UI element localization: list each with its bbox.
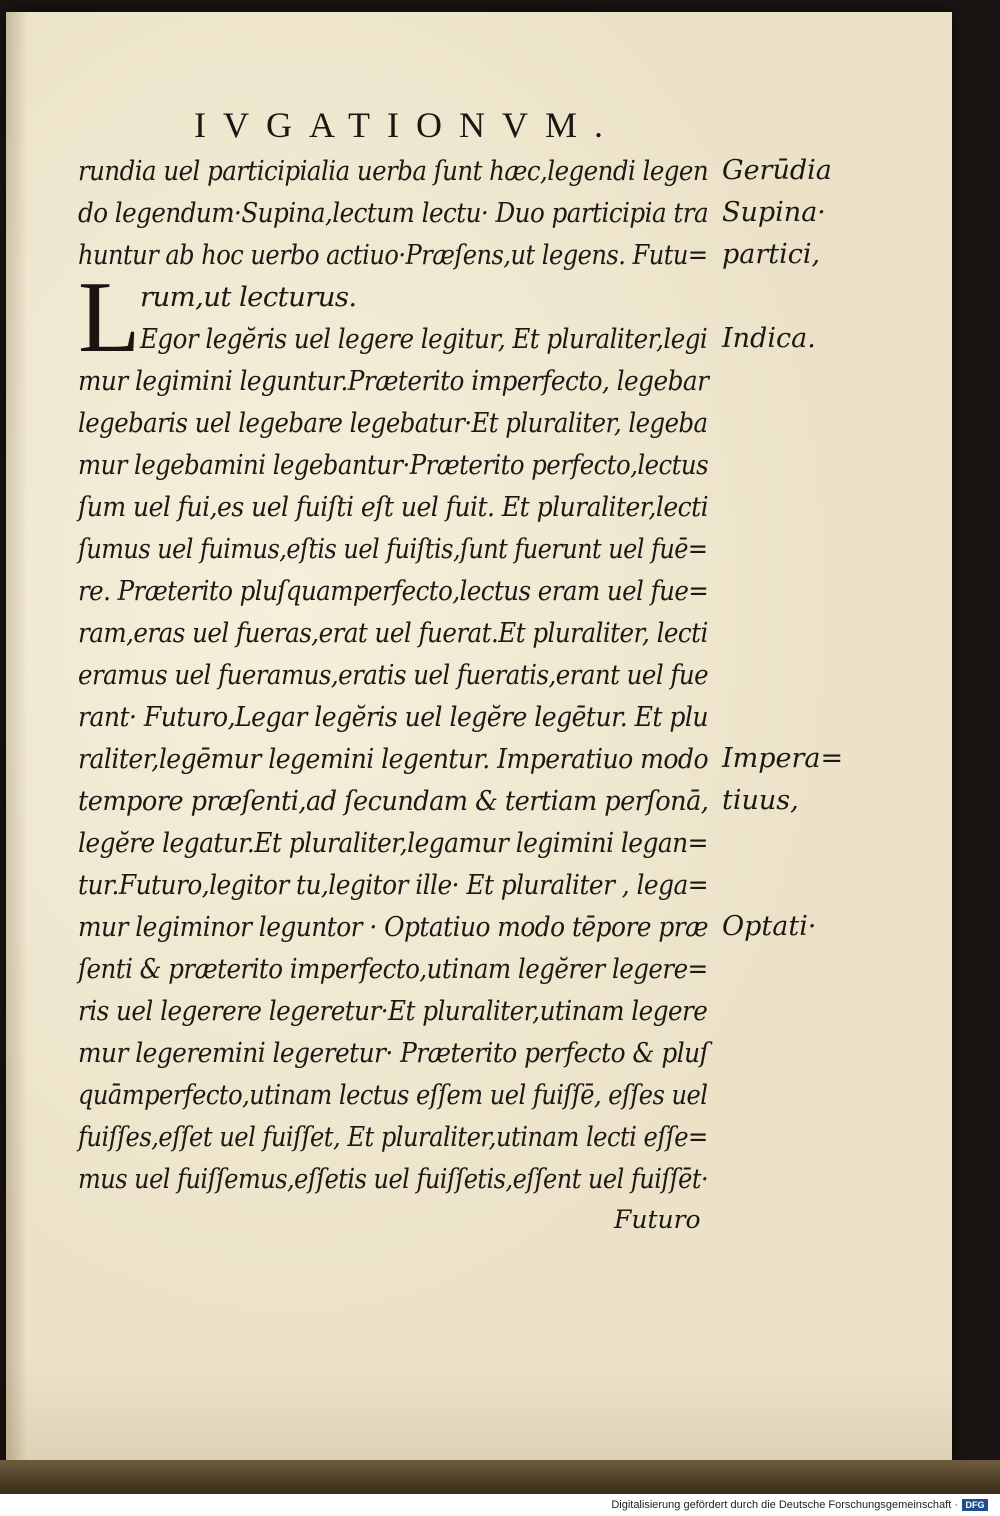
book-edge — [0, 1460, 1000, 1494]
text-line: eramus uel fueramus,eratis uel fueratis,erant uel fue — [78, 659, 709, 691]
margin-note: tiuus, — [722, 785, 799, 816]
margin-note: Indica. — [722, 323, 816, 354]
margin-note: partici, — [722, 239, 821, 270]
text-line: tempore præſenti,ad ſecundam & tertiam perſonā, — [78, 785, 709, 817]
funding-credit: Digitalisierung gefördert durch die Deutsche Forschungsgemeinschaft · — [611, 1499, 958, 1511]
text-line: ram,eras uel fueras,erat uel fuerat.Et pluraliter, lecti — [78, 617, 708, 649]
text-line: re. Præterito pluſquamperfecto,lectus eram uel fue= — [78, 575, 709, 607]
text-line: ris uel legerere legeretur·Et pluraliter,utinam legere — [78, 995, 708, 1027]
text-line: quāmperfecto,utinam lectus eſſem uel fuiſſē, eſſes uel — [78, 1079, 708, 1111]
running-head: IVGATIONVM. — [194, 105, 620, 145]
text-line: rundia uel participialia uerba ſunt hæc,legendi legen — [78, 155, 709, 187]
dfg-logo: DFG — [962, 1499, 988, 1511]
text-line: Egor legĕris uel legere legitur, Et pluraliter,legi — [140, 323, 708, 355]
text-line: mur legiminor leguntor · Optatiuo modo tēpore præ — [78, 911, 708, 943]
text-line: ſumus uel fuimus,eſtis uel fuiſtis,ſunt fuerunt uel fuē= — [78, 533, 708, 565]
margin-note: Impera= — [722, 743, 844, 774]
text-line: fuiſſes,eſſet uel fuiſſet, Et pluraliter,utinam lecti eſſe= — [78, 1121, 708, 1153]
text-line: mur legimini leguntur.Præterito imperfecto, legebar — [78, 365, 709, 397]
text-line: mus uel fuiſſemus,eſſetis uel fuiſſetis,eſſent uel fuiſſēt· — [78, 1163, 709, 1195]
margin-note: Gerūdia — [722, 155, 832, 186]
text-line: huntur ab hoc uerbo actiuo·Præſens,ut legens. Futu= — [78, 239, 708, 271]
text-line: mur legebamini legebantur·Præterito perfecto,lectus — [78, 449, 709, 481]
text-line: do legendum·Supina,lectum lectu· Duo participia tra — [78, 197, 709, 229]
text-line: mur legeremini legeretur· Præterito perfecto & pluſ — [78, 1037, 709, 1069]
text-line: ſum uel fui,es uel fuiſti eſt uel fuit. Et pluraliter,lecti — [78, 491, 709, 523]
text-line: legebaris uel legebare legebatur·Et pluraliter, legeba — [78, 407, 708, 439]
drop-cap: L — [78, 261, 141, 374]
catchword: Futuro — [614, 1205, 701, 1234]
text-line: raliter,legēmur legemini legentur. Imperatiuo modo — [78, 743, 709, 775]
text-line: tur.Futuro,legitor tu,legitor ille· Et pluraliter , lega= — [78, 869, 709, 901]
margin-note: Supina· — [722, 197, 826, 228]
text-line: rant· Futuro,Legar legĕris uel legĕre legētur. Et plu — [78, 701, 709, 733]
text-line: ſenti & præterito imperfecto,utinam legĕrer legere= — [78, 953, 708, 985]
text-line: legĕre legatur.Et pluraliter,legamur legimini legan= — [78, 827, 708, 859]
margin-note: Optati· — [722, 911, 817, 942]
footer-bar — [0, 1494, 1000, 1516]
text-line: rum,ut lecturus. — [140, 281, 357, 313]
